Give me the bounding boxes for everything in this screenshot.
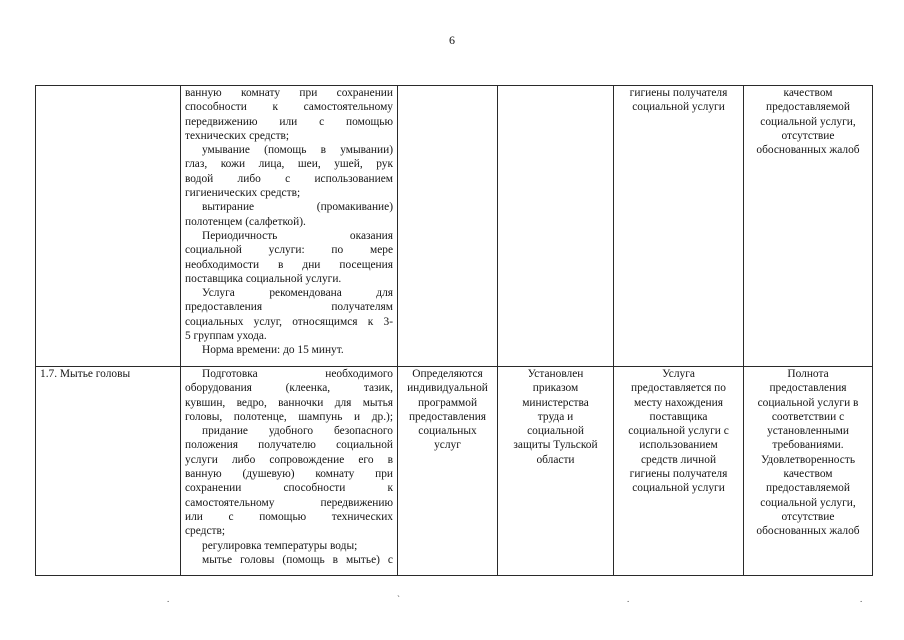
description-line: Подготовка необходимого	[202, 368, 393, 380]
description-line: кувшин, ведро, ванночки для мытья	[185, 396, 393, 409]
description-line: мытье головы (помощь в мытье) с	[202, 553, 393, 566]
conditions-line: социальной услуги	[632, 482, 725, 495]
volume-line: социальных	[418, 425, 477, 438]
footer-mark: .	[860, 594, 863, 604]
conditions-line: гигиены получателя	[629, 87, 728, 99]
standard-cell	[498, 86, 614, 367]
table-row	[36, 86, 873, 367]
description-line: предоставления получателям	[185, 301, 393, 314]
description-line: гигиенических средств;	[185, 187, 301, 200]
conditions-line: средств личной	[640, 453, 717, 466]
volume-line: услуг	[434, 439, 461, 452]
description-line: Услуга рекомендована для	[202, 287, 393, 300]
footer-mark: `	[397, 594, 400, 604]
standard-line: защиты Тульской	[513, 439, 598, 452]
description-line: Норма времени: до 15 минут.	[202, 344, 344, 357]
description-line: поставщика социальной услуги.	[185, 272, 342, 285]
conditions-line: предоставляется по	[631, 382, 726, 395]
standard-line: министерства	[522, 396, 589, 409]
volume-cell	[398, 367, 498, 576]
description-line: сохранении способности к	[185, 482, 393, 495]
volume-line: индивидуальной	[407, 382, 488, 395]
description-line: Периодичность оказания	[202, 229, 393, 242]
quality-line: соответствии с	[771, 410, 845, 423]
quality-line: социальной услуги в	[757, 396, 859, 409]
service-description-cell	[181, 86, 398, 367]
description-line: социальных услуг, относящимся к 3-	[185, 315, 393, 328]
quality-line: Полнота	[787, 368, 829, 380]
standard-line: труда и	[537, 410, 574, 423]
conditions-line: социальной услуги с	[628, 425, 729, 438]
description-line: положения получателю социальной	[185, 439, 393, 452]
footer-mark: .	[167, 594, 170, 604]
description-line: социальной услуги: по мере	[185, 244, 393, 257]
quality-line: социальной услуги,	[760, 496, 856, 509]
description-line: оборудования (клеенка, тазик,	[185, 382, 393, 395]
description-line: самостоятельному передвижению	[185, 496, 393, 509]
description-line: вытирание (промакивание)	[202, 201, 393, 214]
service-number-cell	[36, 86, 181, 367]
service-number: 1.7. Мытье головы	[40, 368, 131, 380]
description-line: средств;	[185, 525, 226, 538]
page-number: 6	[449, 33, 455, 47]
quality-line: предоставляемой	[766, 482, 850, 495]
description-line: технических средств;	[185, 129, 290, 142]
description-line: головы, полотенце, шампунь и др.);	[185, 410, 393, 423]
quality-line: отсутствие	[781, 510, 835, 523]
conditions-cell	[614, 367, 744, 576]
conditions-cell	[614, 86, 744, 367]
description-line: умывание (помощь в умывании)	[202, 144, 393, 157]
quality-line: обоснованных жалоб	[756, 144, 860, 157]
quality-cell	[744, 86, 873, 367]
volume-cell	[398, 86, 498, 367]
description-line: 5 группам ухода.	[185, 330, 267, 343]
description-line: необходимости в дни посещения	[185, 258, 393, 271]
description-line: ванную комнату при сохранении	[185, 87, 393, 99]
standard-cell	[498, 367, 614, 576]
standard-line: Установлен	[527, 368, 584, 380]
description-line: передвижению или с помощью	[185, 115, 393, 128]
quality-line: требованиями.	[772, 439, 844, 452]
quality-line: предоставляемой	[766, 101, 850, 114]
description-line: способности к самостоятельному	[185, 101, 393, 114]
description-line: полотенцем (салфеткой).	[185, 215, 306, 228]
quality-line: обоснованных жалоб	[756, 525, 860, 538]
service-number-cell	[36, 367, 181, 576]
description-line: водой либо с использованием	[185, 172, 393, 185]
quality-line: отсутствие	[781, 129, 835, 142]
conditions-line: социальной услуги	[632, 101, 725, 114]
quality-line: предоставления	[769, 382, 847, 395]
standard-line: приказом	[532, 382, 579, 395]
conditions-line: гигиены получателя	[629, 468, 728, 481]
quality-line: установленными	[767, 425, 849, 438]
table-row	[36, 367, 873, 576]
volume-line: программой	[417, 396, 478, 409]
standard-line: социальной	[527, 425, 584, 438]
services-table	[35, 85, 873, 576]
quality-cell	[744, 367, 873, 576]
quality-line: качеством	[783, 87, 833, 99]
volume-line: предоставления	[408, 410, 487, 423]
description-line: глаз, кожи лица, шеи, ушей, рук	[185, 158, 393, 171]
conditions-line: месту нахождения	[634, 396, 723, 409]
conditions-line: Услуга	[662, 368, 695, 380]
description-line: регулировка температуры воды;	[202, 539, 358, 552]
description-line: или с помощью технических	[185, 510, 393, 523]
service-description-cell	[181, 367, 398, 576]
conditions-line: использованием	[639, 439, 718, 452]
volume-line: Определяются	[412, 368, 483, 380]
footer-mark: .	[627, 594, 630, 604]
quality-line: качеством	[783, 468, 833, 481]
description-line: услуги либо сопровождение его в	[185, 453, 393, 466]
standard-line: области	[536, 453, 575, 466]
quality-line: Удовлетворенность	[760, 453, 856, 466]
description-line: придание удобного безопасного	[202, 425, 393, 438]
quality-line: социальной услуги,	[760, 115, 856, 128]
conditions-line: поставщика	[649, 410, 708, 423]
description-line: ванную (душевую) комнату при	[185, 468, 393, 481]
